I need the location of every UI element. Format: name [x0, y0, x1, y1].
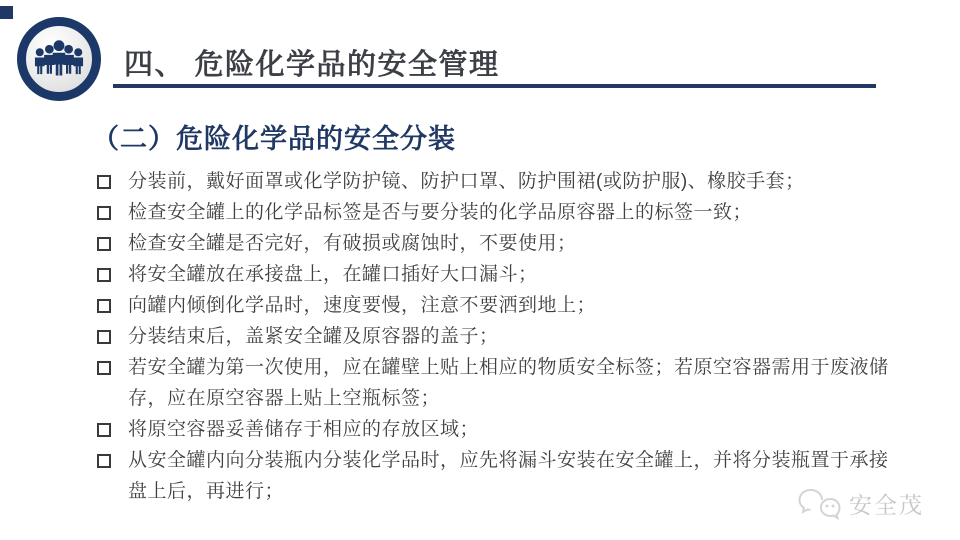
checkbox-bullet-icon: [97, 175, 111, 189]
bullet-text: 若安全罐为第一次使用，应在罐壁上贴上相应的物质安全标签；若原空容器需用于废液储存，应在原空容器上贴上空瓶标签；: [128, 357, 889, 409]
bullet-item: [97, 290, 909, 321]
checkbox-bullet-icon: [97, 237, 111, 251]
bullet-item: [97, 321, 909, 352]
checkbox-bullet-icon: [97, 299, 111, 313]
bullet-text: 从安全罐内向分装瓶内分装化学品时，应先将漏斗安装在安全罐上，并将分装瓶置于承接盘上后，再进行；: [128, 450, 889, 502]
checkbox-bullet-icon: [97, 361, 111, 375]
bullet-text: 检查安全罐上的化学品标签是否与要分装的化学品原容器上的标签一致；: [128, 202, 753, 223]
bullet-item: [97, 352, 909, 414]
bullet-text: 分装结束后，盖紧安全罐及原容器的盖子；: [128, 326, 499, 347]
brand-watermark: [798, 487, 924, 520]
bullet-item: [97, 166, 909, 197]
checkbox-bullet-icon: [97, 423, 111, 437]
bullet-item: [97, 197, 909, 228]
bullet-list: [97, 166, 909, 507]
corner-accent-square: [0, 6, 13, 19]
section-subtitle: （二）危险化学品的安全分装: [92, 124, 456, 154]
bullet-item: [97, 414, 909, 445]
checkbox-bullet-icon: [97, 268, 111, 282]
bullet-text: 分装前，戴好面罩或化学防护镜、防护口罩、防护围裙(或防护服)、橡胶手套；: [128, 171, 805, 192]
bullet-item: [97, 259, 909, 290]
bullet-text: 将原空容器妥善储存于相应的存放区域；: [128, 419, 480, 440]
people-group-icon: [31, 38, 87, 84]
checkbox-bullet-icon: [97, 330, 111, 344]
title-underline: [113, 84, 876, 88]
chat-bubbles-icon: [798, 488, 842, 520]
bullet-text: 向罐内倾倒化学品时，速度要慢，注意不要洒到地上；: [128, 295, 597, 316]
header-badge: [17, 17, 101, 101]
brand-name: 安全茂: [849, 492, 924, 518]
checkbox-bullet-icon: [97, 454, 111, 468]
bullet-text: 将安全罐放在承接盘上，在罐口插好大口漏斗；: [128, 264, 538, 285]
bullet-text: 检查安全罐是否完好，有破损或腐蚀时，不要使用；: [128, 233, 577, 254]
checkbox-bullet-icon: [97, 206, 111, 220]
slide-title: 四、 危险化学品的安全管理: [124, 49, 500, 81]
bullet-item: [97, 228, 909, 259]
bullet-item: [97, 445, 909, 507]
